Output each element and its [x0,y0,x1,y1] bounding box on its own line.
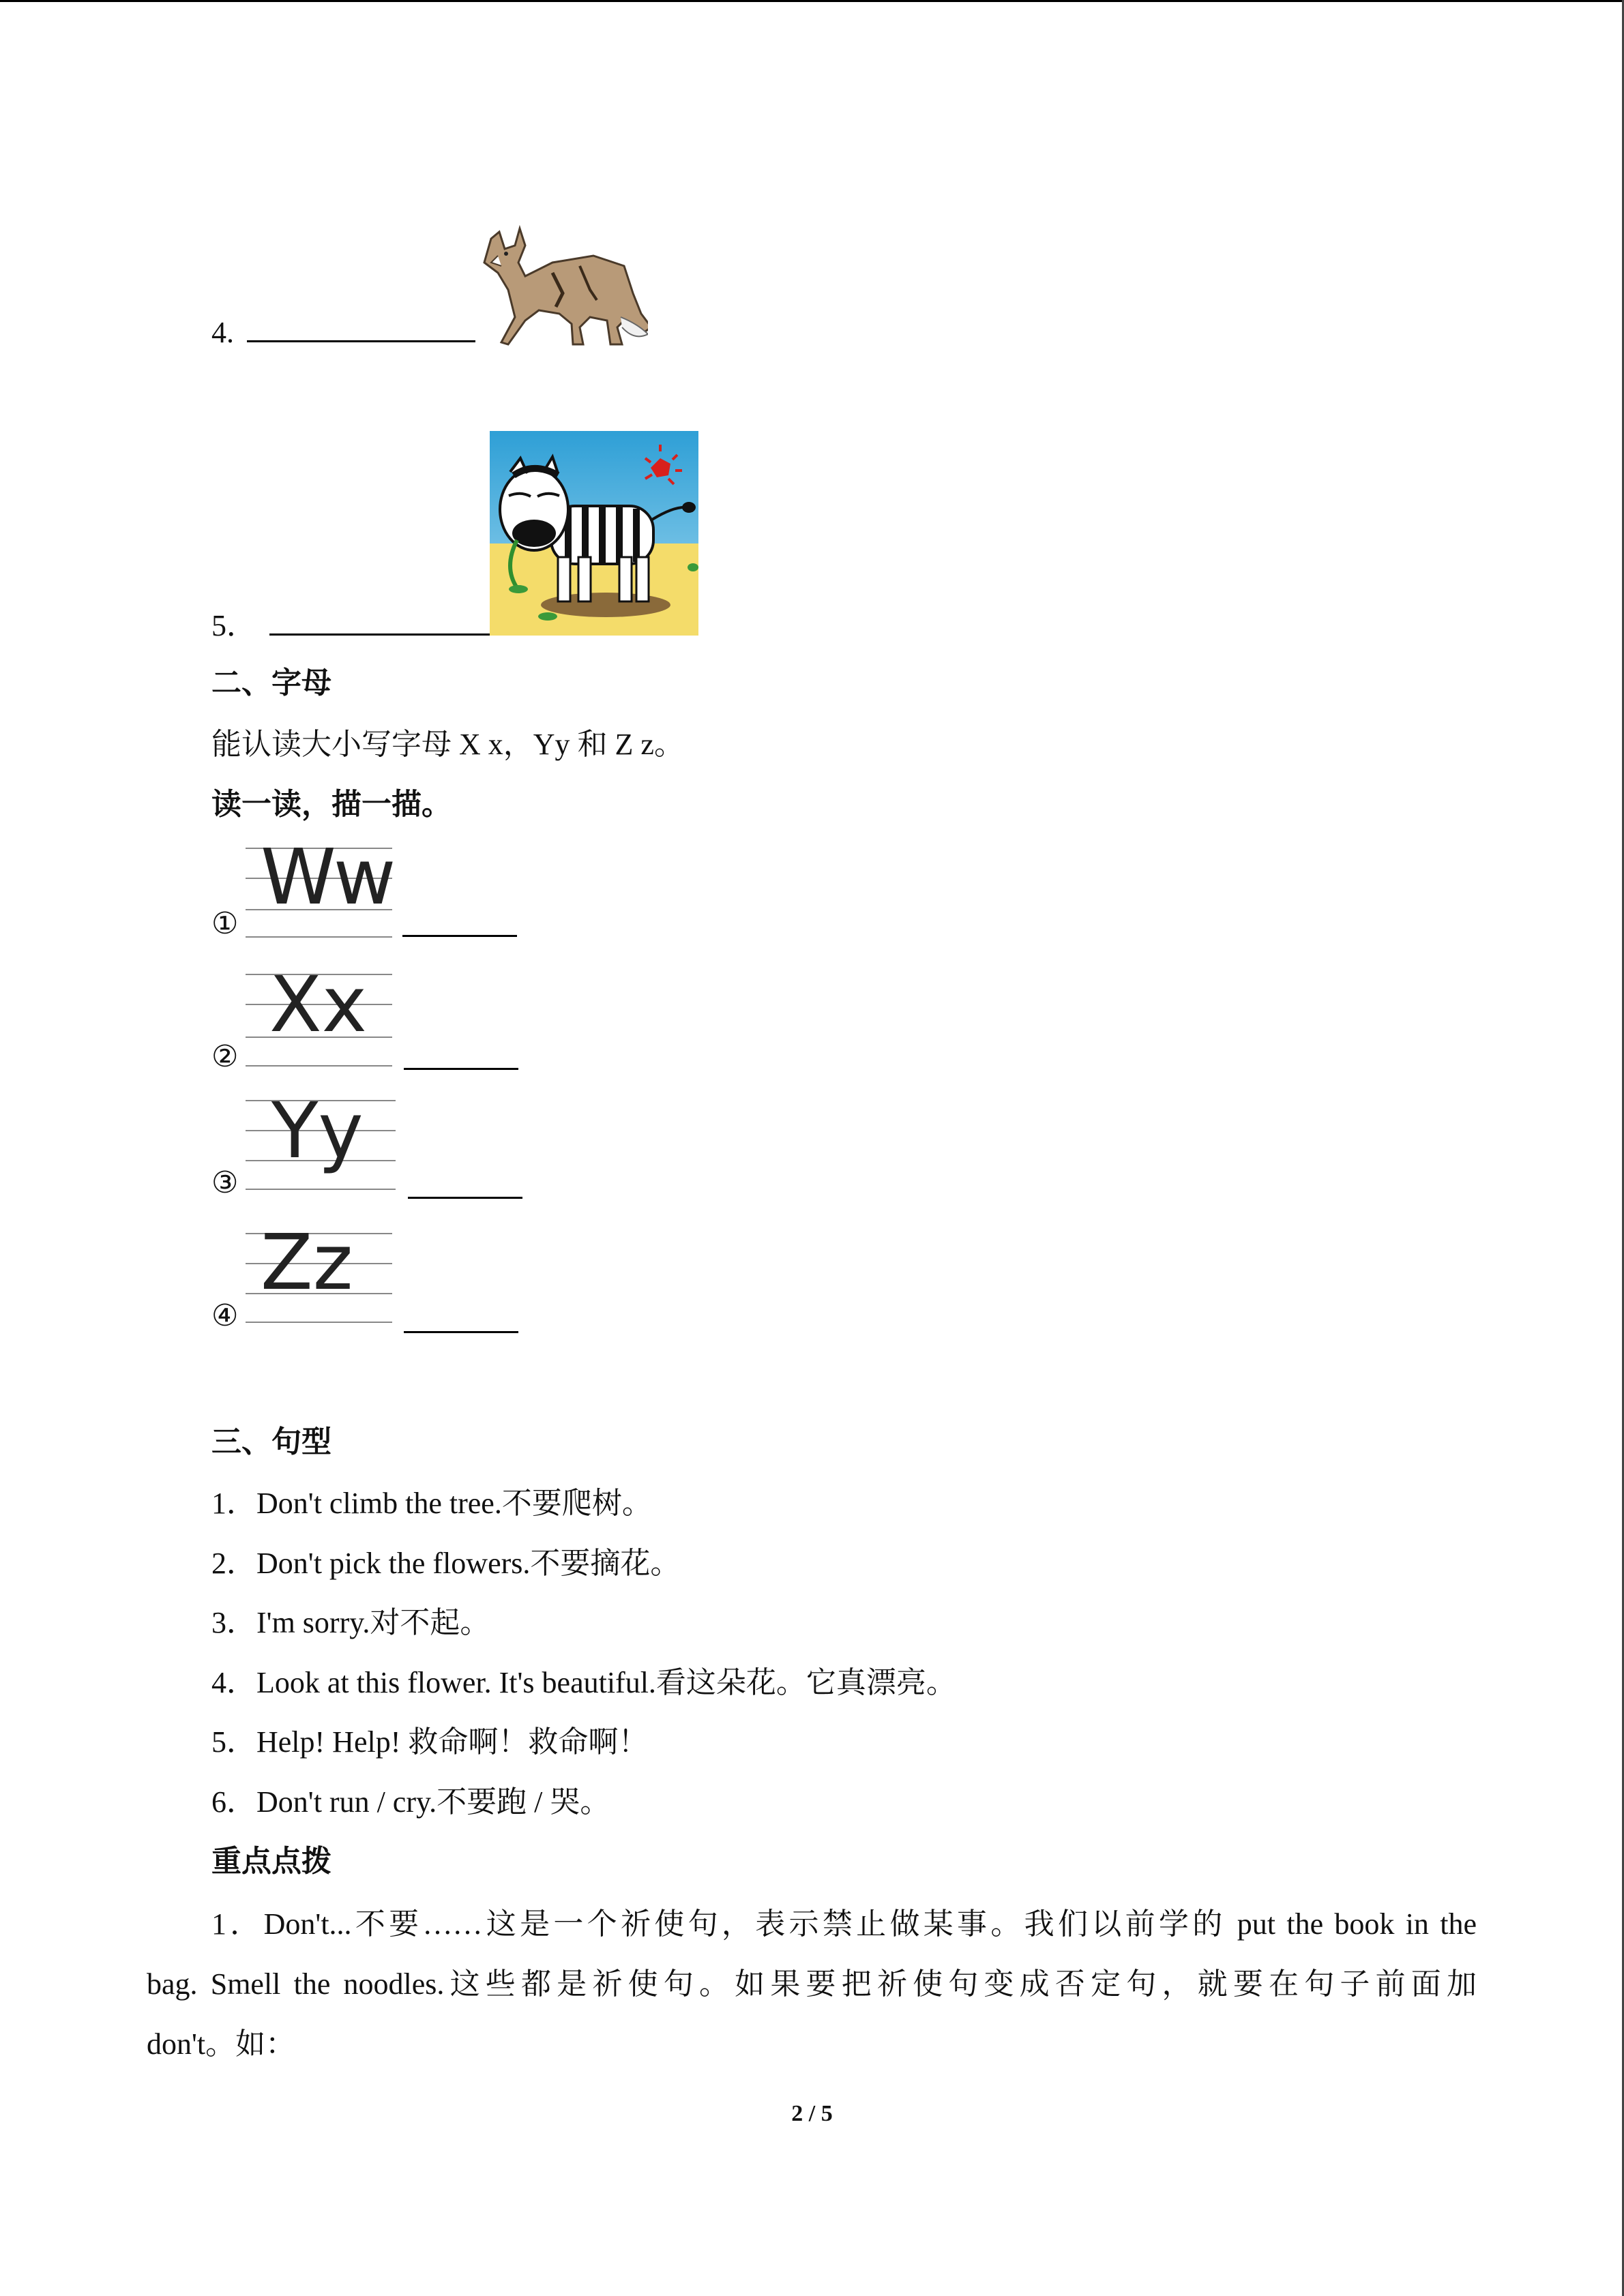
tips-line: 1．Don't...不要……这是一个祈使句，表示禁止做某事。我们以前学的 put the book in the [211,1907,1477,1941]
letters-heading: 二、字母 [211,666,331,700]
answer-blank[interactable] [404,1068,518,1070]
item-number: ② [211,1040,239,1073]
letter-trace-item [211,1087,525,1204]
tips-line: don't。如： [147,2027,296,2061]
letters-instruction: 读一读，描一描。 [211,788,452,821]
page-number: 2 / 5 [791,2101,833,2126]
zebra-illustration [490,431,698,636]
answer-blank[interactable] [404,1331,518,1333]
wolf-illustration [477,225,648,348]
letter-trace-item [211,833,525,940]
letter-trace-glyph: Yy [271,1087,364,1176]
tips-line: bag. Smell the noodles.这些都是祈使句。如果要把祈使句变成否定句，就要在句子前面加 [147,1967,1477,2001]
letter-trace-glyph: Ww [261,833,394,922]
sentence-item: 6．Don't run / cry.不要跑 / 哭。 [211,1785,610,1819]
item-number: 4. [211,316,234,349]
sentence-item: 1．Don't climb the tree.不要爬树。 [211,1487,652,1520]
item-number: ④ [211,1299,239,1332]
answer-blank[interactable] [247,310,475,342]
item-number: ③ [211,1166,239,1199]
letter-trace-item [211,1219,525,1337]
item-number: ① [211,907,239,940]
page-top-border [0,0,1624,2]
sentence-item: 3．I'm sorry.对不起。 [211,1606,490,1639]
vocab-item-4 [211,310,475,353]
tips-heading: 重点点拨 [211,1845,331,1878]
sentences-heading: 三、句型 [211,1425,331,1459]
vocab-item-5 [211,603,494,646]
answer-blank[interactable] [269,603,494,636]
answer-blank[interactable] [402,935,517,937]
letter-trace-glyph: Xx [269,961,368,1049]
sentence-item: 2．Don't pick the flowers.不要摘花。 [211,1547,681,1580]
answer-blank[interactable] [408,1197,522,1199]
letter-trace-glyph: Zz [261,1219,353,1307]
letter-trace-item [211,961,525,1073]
item-number: 5． [211,609,256,642]
sentence-item: 4．Look at this flower. It's beautiful.看这朵花。它真漂亮。 [211,1666,956,1699]
letters-intro: 能认读大小写字母 X x，Yy 和 Z z。 [211,728,684,761]
sentence-item: 5．Help! Help! 救命啊！救命啊！ [211,1725,649,1759]
